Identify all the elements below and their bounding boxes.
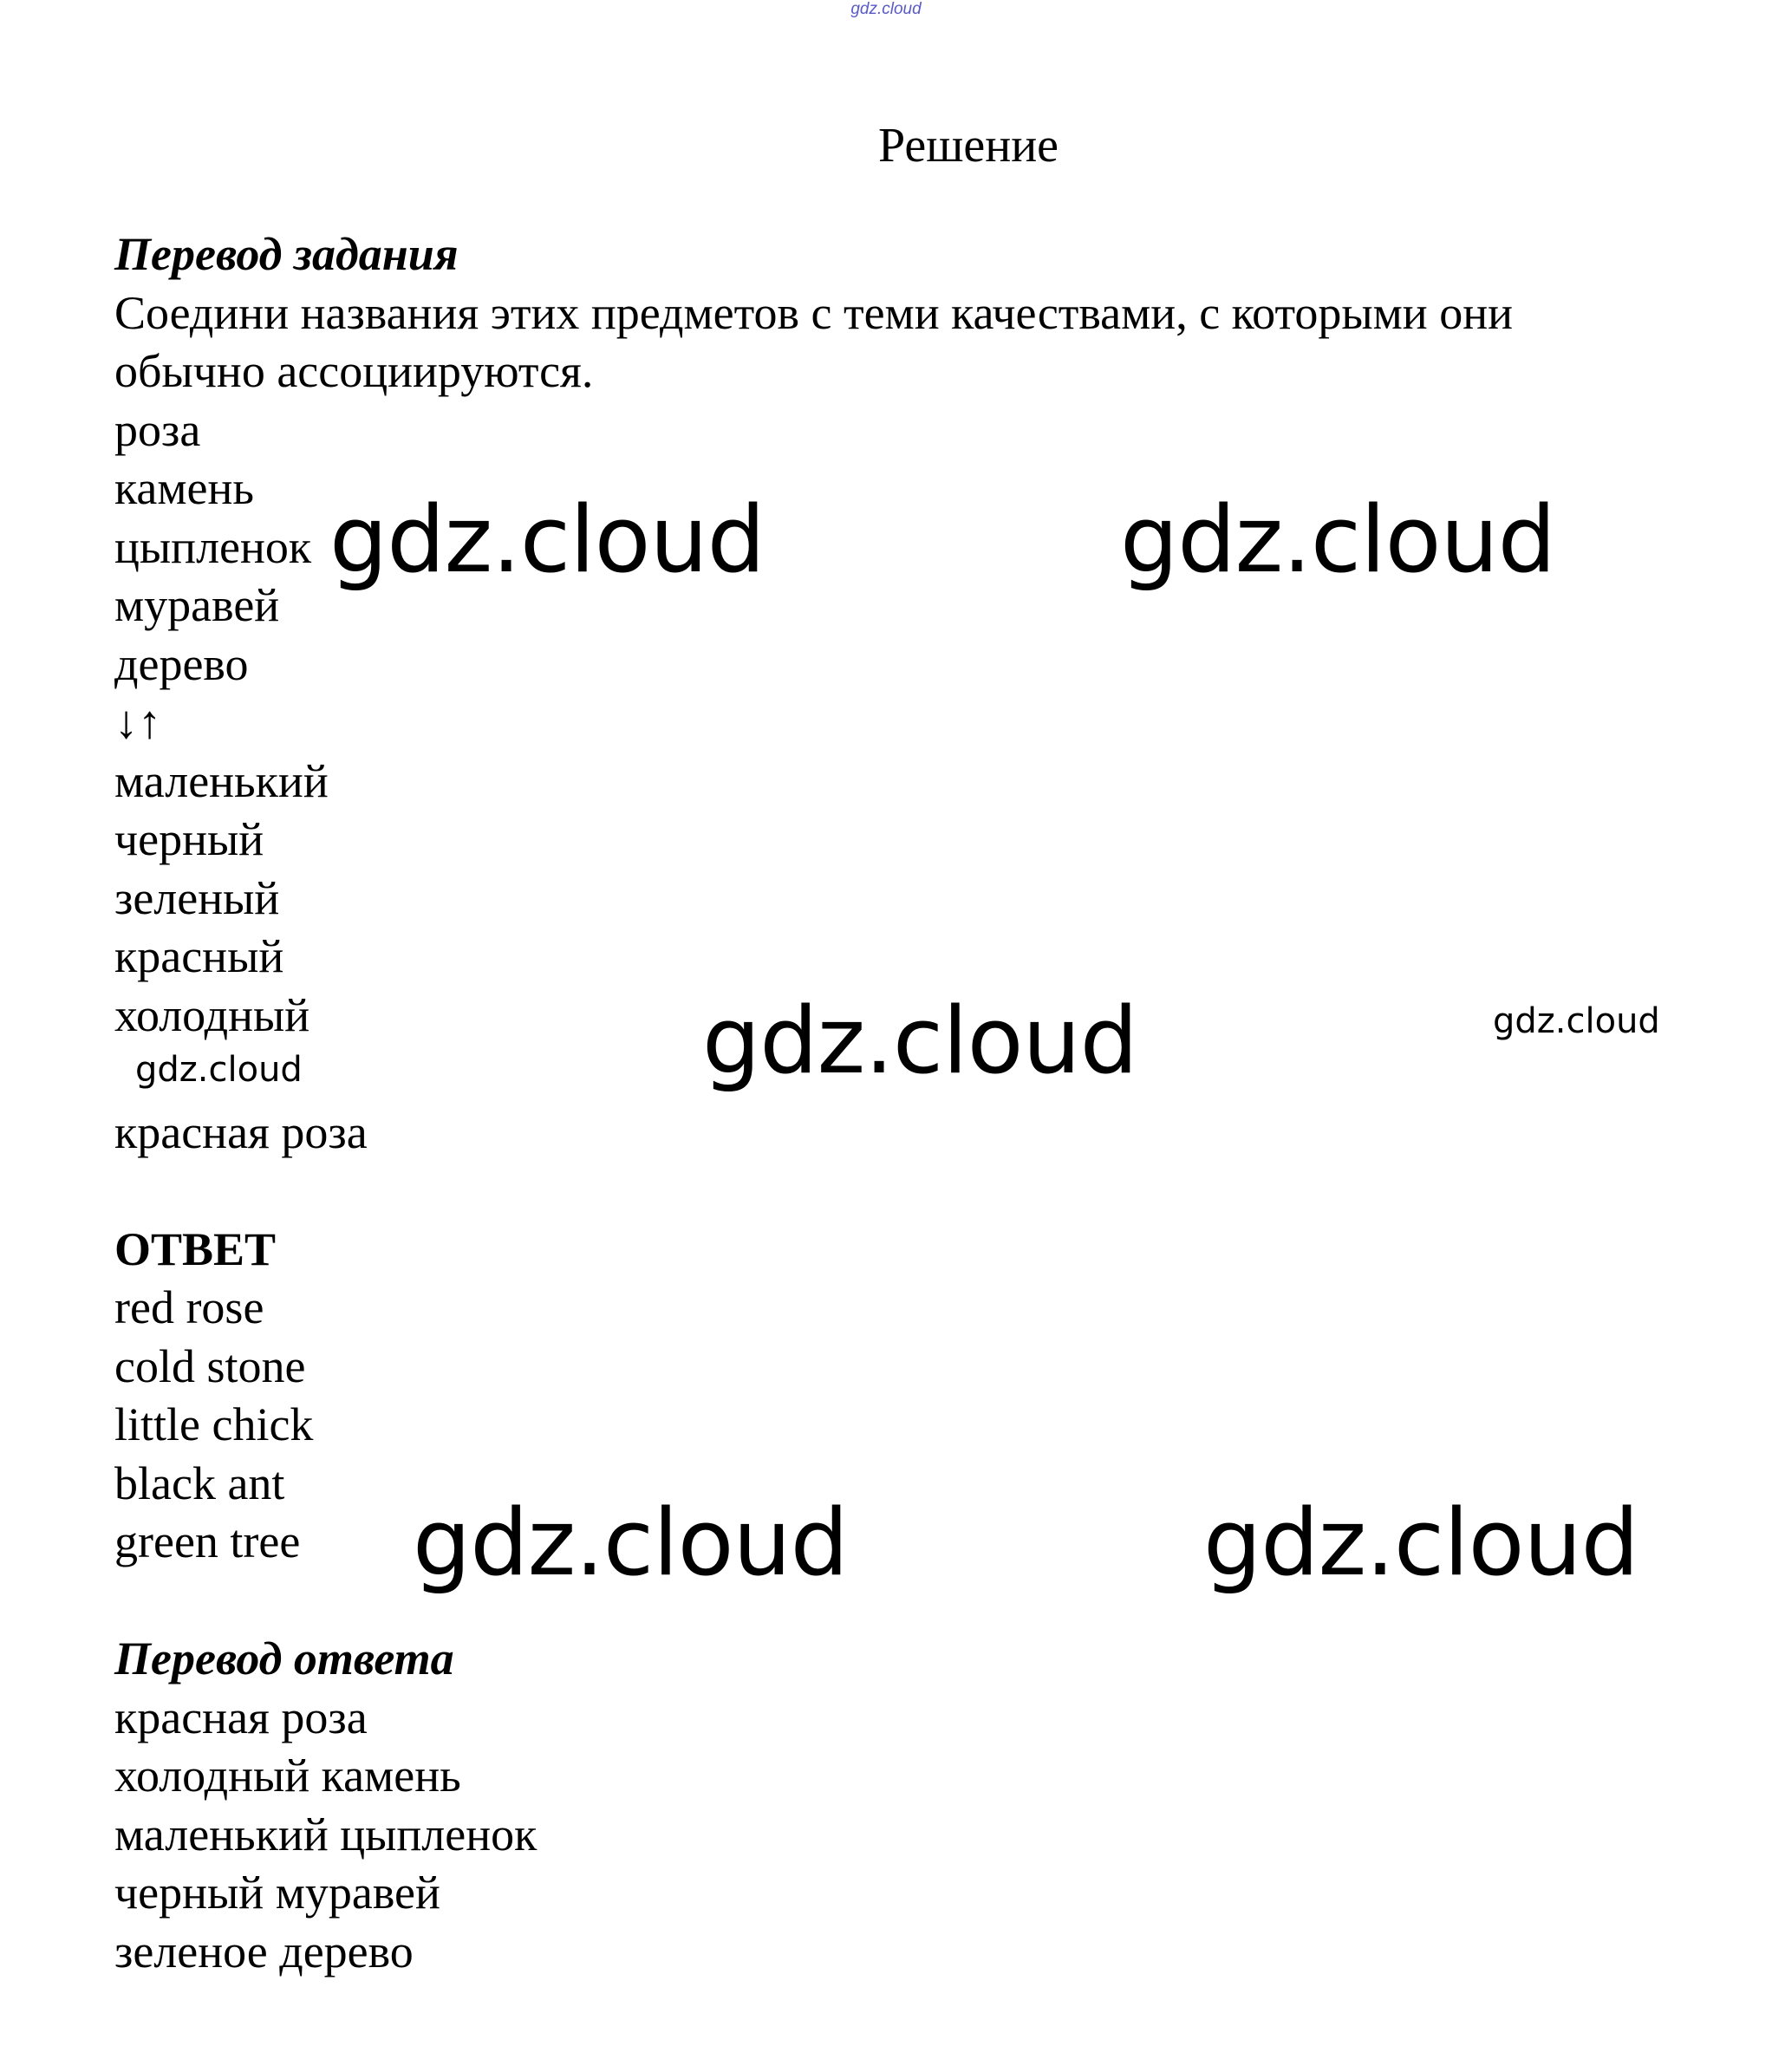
answer-item: little chick xyxy=(114,1398,314,1450)
watermark: gdz.cloud xyxy=(1203,1489,1638,1596)
watermark: gdz.cloud xyxy=(702,987,1137,1094)
noun-item: муравей xyxy=(114,579,280,631)
answer-translation-heading: Перевод ответа xyxy=(114,1632,454,1684)
adjective-item: маленький xyxy=(114,754,329,807)
noun-item: цыпленок xyxy=(114,520,312,573)
watermark: gdz.cloud xyxy=(1493,1001,1660,1041)
adjective-item: черный xyxy=(114,813,264,865)
answer-translation-item: красная роза xyxy=(114,1691,368,1743)
adjective-item: зеленый xyxy=(114,871,280,924)
top-watermark: gdz.cloud xyxy=(850,0,922,18)
watermark: gdz.cloud xyxy=(135,1050,303,1090)
noun-item: дерево xyxy=(114,637,249,690)
arrows-icon: ↓↑ xyxy=(114,696,161,748)
adjective-item: холодный xyxy=(114,988,310,1041)
task-heading: Перевод задания xyxy=(114,228,459,280)
answer-item: cold stone xyxy=(114,1339,306,1392)
page-title: Решение xyxy=(877,119,1059,173)
watermark: gdz.cloud xyxy=(413,1489,848,1596)
answer-heading: ОТВЕТ xyxy=(114,1222,277,1275)
adjective-item: красный xyxy=(114,930,284,982)
example-item: красная роза xyxy=(114,1105,368,1158)
spacer xyxy=(114,1162,1710,1221)
task-text-line: обычно ассоциируются. xyxy=(114,345,594,397)
noun-item: камень xyxy=(114,462,255,514)
answer-translation-item: маленький цыпленок xyxy=(114,1808,537,1860)
answer-item: black ant xyxy=(114,1456,285,1509)
answer-translation-item: холодный камень xyxy=(114,1749,461,1802)
watermark: gdz.cloud xyxy=(329,486,765,593)
task-text-line: Соедини названия этих предметов с теми качествами, с которыми они xyxy=(114,286,1513,339)
noun-item: роза xyxy=(114,403,201,456)
answer-item: green tree xyxy=(114,1515,301,1567)
watermark: gdz.cloud xyxy=(1120,486,1555,593)
answer-translation-item: черный муравей xyxy=(114,1867,440,1919)
answer-translation-item: зеленое дерево xyxy=(114,1925,414,1978)
answer-item: red rose xyxy=(114,1281,264,1333)
